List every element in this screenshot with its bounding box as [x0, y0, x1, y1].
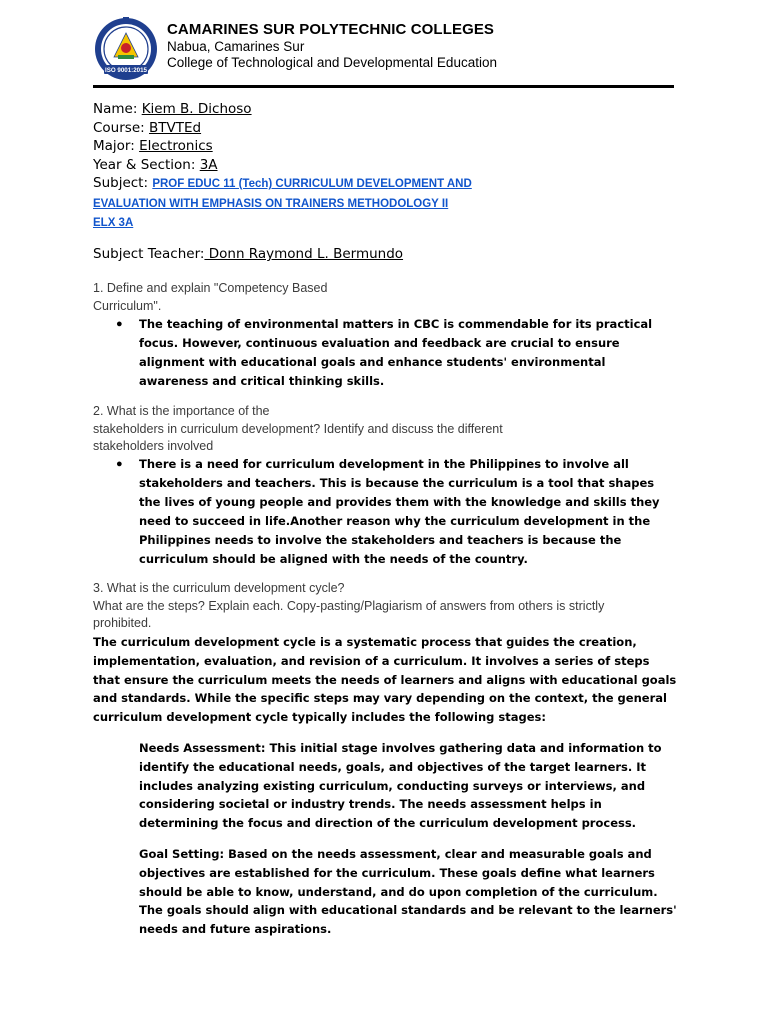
bullet-icon: ● [116, 318, 123, 330]
bullet-icon: ● [116, 458, 123, 470]
subject-row-3 [93, 213, 693, 233]
name-value: Kiem B. Dichoso [141, 101, 252, 117]
question-2-line-2: stakeholders in curriculum development? Identify and discuss the different [93, 421, 503, 436]
subject-teacher-row [93, 245, 693, 263]
college-seal-logo [94, 17, 158, 81]
course-row [93, 119, 693, 138]
major-row [93, 137, 693, 156]
subject-link-line3[interactable]: ELX 3A [93, 217, 134, 229]
header-divider [93, 85, 674, 88]
major-label: Major: [93, 138, 135, 154]
year-section-value: 3A [199, 156, 218, 173]
name-label: Name: [93, 101, 138, 117]
answer-2-bullet [116, 455, 676, 571]
question-2 [93, 403, 653, 456]
name-row [93, 100, 693, 119]
question-2-line-1: 2. What is the importance of the [93, 404, 270, 418]
teacher-label: Subject Teacher: [93, 246, 205, 262]
student-info [93, 100, 693, 233]
answer-2-text: There is a need for curriculum development in the Philippines to involve all stakeholders and teachers. This is because the curriculum is a tool that shapes the lives of young people and provides them with the knowledge and skills they need to succeed in life.Another reason why the curriculum development in the Philippines needs to involve the stakeholders and teachers is because the curriculum should be aligned with the needs of the country. [139, 457, 660, 566]
subject-label: Subject: [93, 175, 149, 191]
answer-3-intro: The curriculum development cycle is a systematic process that guides the creation, implementation, evaluation, and revision of a curriculum. It involves a series of steps that ensure the curriculum meets the needs of learners and aligns with educational goals and standards. While the specific steps may vary depending on the context, the general curriculum development cycle typically includes the following stages: [93, 635, 677, 725]
major-value: Electronics [139, 138, 213, 154]
question-1-line-2: Curriculum". [93, 298, 162, 313]
year-section-label: Year & Section: [93, 156, 196, 173]
course-label: Course: [93, 119, 145, 136]
question-1 [93, 280, 653, 315]
college-name: College of Technological and Developmental Education [167, 55, 497, 70]
course-value: BTVTEd [148, 119, 202, 136]
question-2-line-3: stakeholders involved [93, 439, 214, 453]
institution-header [167, 21, 687, 71]
question-3-line-1: 3. What is the curriculum development cycle? [93, 581, 345, 595]
question-3 [93, 580, 663, 633]
subject-link-line1[interactable]: PROF EDUC 11 (Tech) CURRICULUM DEVELOPMENT AND [152, 178, 472, 190]
question-3-line-2: What are the steps? Explain each. Copy-pasting/Plagiarism of answers from others is strictly prohibited. [93, 598, 605, 630]
subject-link-line2[interactable]: EVALUATION WITH EMPHASIS ON TRAINERS METHODOLOGY II [93, 197, 449, 210]
institution-name: CAMARINES SUR POLYTECHNIC COLLEGES [167, 21, 495, 38]
answer-1-text: The teaching of environmental matters in CBC is commendable for its practical focus. However, continuous evaluation and feedback are crucial to ensure alignment with educational goals and enhance students' environmental awareness and critical thinking skills. [139, 317, 653, 388]
institution-location: Nabua, Camarines Sur [167, 39, 305, 54]
teacher-name: Donn Raymond L. Bermundo [204, 246, 404, 262]
needs-assessment-paragraph: Needs Assessment: This initial stage involves gathering data and information to identify the educational needs, goals, and objectives of the target learners. It includes analyzing existing curriculum, conducting surveys or interviews, and considering societal or industry trends. The needs assessment helps in determining the focus and direction of the curriculum development process. [139, 741, 662, 831]
year-section-row [93, 156, 693, 175]
logo-iso-text: ISO 9001:2015 [105, 67, 147, 74]
subject-row [93, 174, 693, 194]
goal-setting-paragraph: Goal Setting: Based on the needs assessment, clear and measurable goals and objectives are established for the curriculum. These goals define what learners should be able to know, understand, and do upon completion of the curriculum. The goals should align with educational standards and be relevant to the learners' needs and future aspirations. [139, 847, 677, 937]
subject-row-2 [93, 194, 693, 214]
answer-1-bullet [116, 315, 676, 395]
question-1-line-1: 1. Define and explain "Competency Based [93, 281, 328, 295]
